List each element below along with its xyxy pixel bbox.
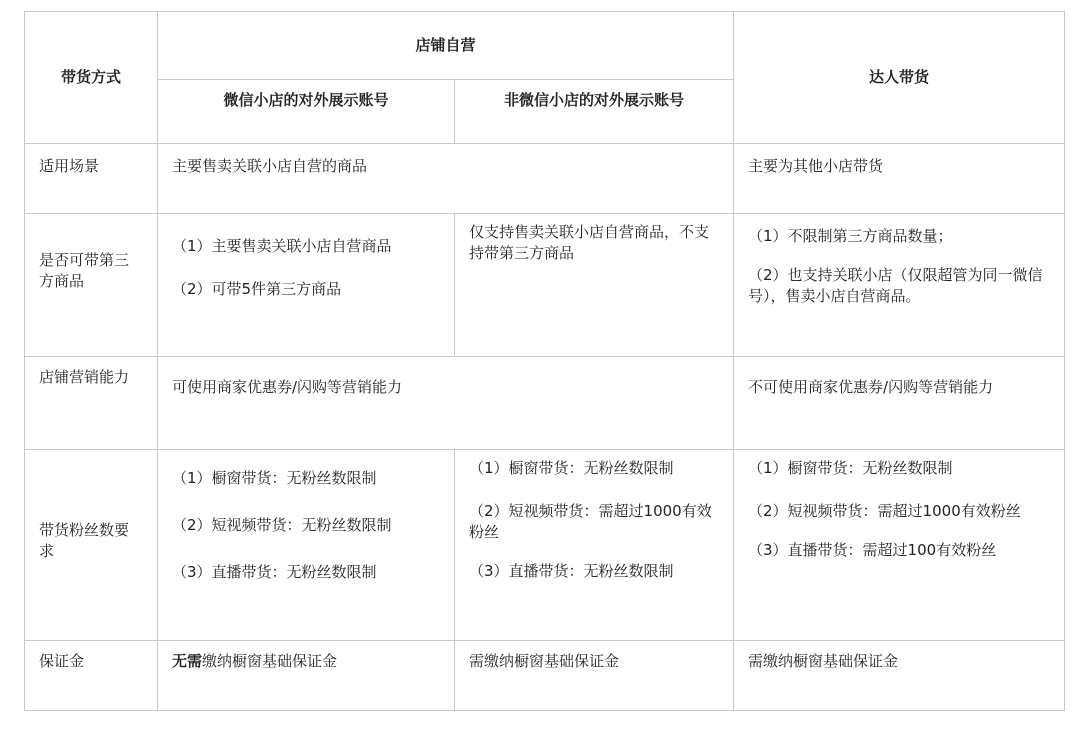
third-party-influencer: [734, 214, 1065, 357]
deposit-emphasis: 无需: [172, 652, 203, 670]
comparison-table: [24, 11, 1065, 711]
deposit-text: 缴纳橱窗基础保证金: [202, 652, 338, 670]
fans-wechat: [158, 450, 455, 641]
list-item: （3）直播带货：无粉丝数限制: [172, 563, 377, 581]
header-method: 带货方式: [25, 12, 158, 144]
list-item: （1）橱窗带货：无粉丝数限制: [172, 469, 377, 487]
table-row: [25, 450, 1065, 641]
table-row: [25, 214, 1065, 357]
deposit-non-wechat: 需缴纳橱窗基础保证金: [455, 641, 734, 711]
row-label-marketing: 店铺营销能力: [25, 357, 158, 450]
list-item: （2）短视频带货：需超过1000有效粉丝: [469, 502, 712, 541]
table-row: [25, 357, 1065, 450]
header-wechat-account: 微信小店的对外展示账号: [158, 80, 455, 144]
list-item: （2）短视频带货：无粉丝数限制: [172, 516, 392, 534]
row-label-third-party: 是否可带第三方商品: [25, 214, 158, 357]
list-item: （3）直播带货：需超过100有效粉丝: [748, 541, 997, 559]
scenario-influencer: 主要为其他小店带货: [734, 144, 1065, 214]
list-item: （2）可带5件第三方商品: [172, 280, 342, 298]
row-label-deposit: 保证金: [25, 641, 158, 711]
fans-non-wechat: [455, 450, 734, 641]
list-item: （2）也支持关联小店（仅限超管为同一微信号），售卖小店自营商品。: [748, 266, 1043, 305]
header-store-self: 店铺自营: [158, 12, 734, 80]
deposit-wechat: [158, 641, 455, 711]
header-non-wechat-account: 非微信小店的对外展示账号: [455, 80, 734, 144]
list-item: （1）不限制第三方商品数量；: [748, 227, 953, 245]
fans-influencer: [734, 450, 1065, 641]
marketing-self: 可使用商家优惠券/闪购等营销能力: [158, 357, 734, 450]
scenario-self: 主要售卖关联小店自营的商品: [158, 144, 734, 214]
third-party-wechat: [158, 214, 455, 357]
list-item: （3）直播带货：无粉丝数限制: [469, 562, 674, 580]
table-row: [25, 641, 1065, 711]
third-party-non-wechat: 仅支持售卖关联小店自营商品，不支持带第三方商品: [455, 214, 734, 357]
list-item: （1）橱窗带货：无粉丝数限制: [469, 459, 674, 477]
header-influencer: 达人带货: [734, 12, 1065, 144]
list-item: （1）主要售卖关联小店自营商品: [172, 237, 392, 255]
deposit-influencer: 需缴纳橱窗基础保证金: [734, 641, 1065, 711]
row-label-scenario: 适用场景: [25, 144, 158, 214]
marketing-influencer: 不可使用商家优惠券/闪购等营销能力: [734, 357, 1065, 450]
list-item: （1）橱窗带货：无粉丝数限制: [748, 459, 953, 477]
table-row: [25, 144, 1065, 214]
list-item: （2）短视频带货：需超过1000有效粉丝: [748, 502, 1021, 520]
row-label-fans: 带货粉丝数要求: [25, 450, 158, 641]
comparison-table-wrapper: [24, 11, 1064, 711]
